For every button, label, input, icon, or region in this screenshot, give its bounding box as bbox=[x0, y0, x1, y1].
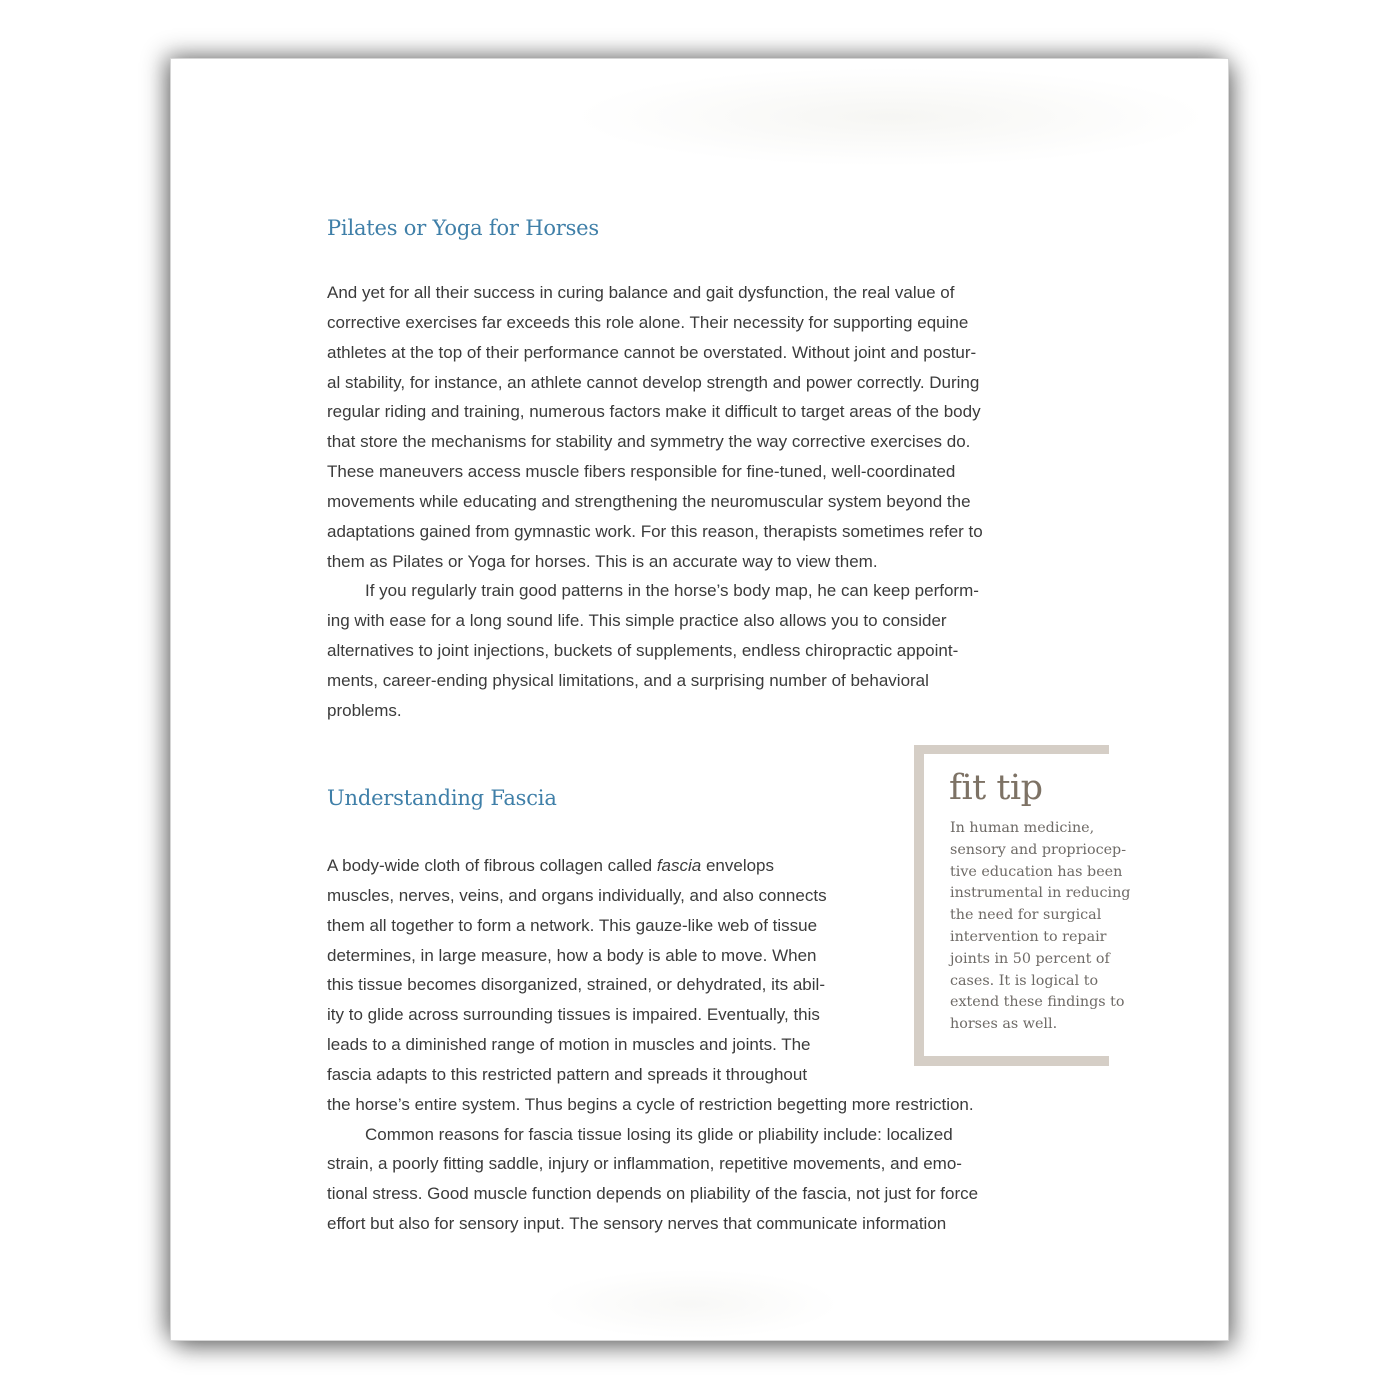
text-line: fascia adapts to this restricted pattern and spreads it throughout bbox=[327, 1064, 808, 1084]
text-line: Common reasons for fascia tissue losing its glide or pliability include: localized bbox=[365, 1124, 953, 1144]
text-line bbox=[327, 851, 774, 881]
text-line: al stability, for instance, an athlete cannot develop strength and power correctly. During bbox=[327, 372, 980, 392]
text-line: effort but also for sensory input. The sensory nerves that communicate information bbox=[327, 1214, 947, 1234]
text-line: corrective exercises far exceeds this role alone. Their necessity for supporting equine bbox=[327, 312, 969, 332]
text-line: athletes at the top of their performance cannot be overstated. Without joint and postur- bbox=[327, 342, 977, 362]
text-line: leads to a diminished range of motion in muscles and joints. The bbox=[327, 1035, 811, 1055]
italic-term: fascia bbox=[656, 856, 702, 875]
scan-smudge bbox=[571, 67, 1211, 167]
tip-line: In human medicine, bbox=[950, 820, 1095, 836]
tip-line: the need for surgical bbox=[950, 907, 1102, 924]
text-line: ity to glide across surrounding tissues is impaired. Eventually, this bbox=[327, 1005, 820, 1025]
text-line: strain, a poorly fitting saddle, injury or inflammation, repetitive movements, and emo- bbox=[327, 1154, 962, 1174]
text-line: muscles, nerves, veins, and organs individually, and also connects bbox=[327, 885, 827, 905]
text-line: determines, in large measure, how a body is able to move. When bbox=[327, 945, 817, 965]
tip-line: extend these findings to bbox=[950, 994, 1125, 1011]
tip-line: sensory and propriocep- bbox=[950, 841, 1127, 858]
text-line: problems. bbox=[327, 700, 402, 720]
tip-line: intervention to repair bbox=[950, 928, 1107, 945]
text-line: alternatives to joint injections, buckets of supplements, endless chiropractic appoint- bbox=[327, 641, 959, 661]
tip-line: joints in 50 percent of bbox=[950, 950, 1110, 967]
text-line: tional stress. Good muscle function depends on pliability of the fascia, not just for force bbox=[327, 1184, 979, 1204]
text-line: And yet for all their success in curing balance and gait dysfunction, the real value of bbox=[327, 283, 955, 302]
text-line: movements while educating and strengthening the neuromuscular system beyond the bbox=[327, 491, 971, 511]
text-line: them as Pilates or Yoga for horses. This is an accurate way to view them. bbox=[327, 551, 878, 571]
text-run: envelops bbox=[701, 856, 775, 875]
text-line: These maneuvers access muscle fibers responsible for fine-tuned, well-coordinated bbox=[327, 462, 956, 482]
text-line: adaptations gained from gymnastic work. For this reason, therapists sometimes refer to bbox=[327, 521, 983, 541]
text-line: the horse’s entire system. Thus begins a cycle of restriction begetting more restriction. bbox=[327, 1094, 974, 1114]
tip-line: instrumental in reducing bbox=[950, 885, 1131, 902]
tip-line: cases. It is logical to bbox=[950, 972, 1099, 989]
text-line: regular riding and training, numerous factors make it difficult to target areas of the body bbox=[327, 402, 981, 422]
text-line: If you regularly train good patterns in the horse’s body map, he can keep perform- bbox=[365, 581, 979, 601]
book-page bbox=[171, 59, 1228, 1340]
text-line: them all together to form a network. This gauze-like web of tissue bbox=[327, 915, 818, 935]
section-heading-pilates: Pilates or Yoga for Horses bbox=[327, 216, 599, 240]
fit-tip-title: fit tip bbox=[949, 768, 1043, 808]
text-run: A body-wide cloth of fibrous collagen called bbox=[327, 856, 657, 875]
section1-paragraph1 bbox=[327, 278, 983, 726]
scan-smudge bbox=[541, 1269, 841, 1339]
fit-tip-text bbox=[950, 818, 1130, 1036]
text-line: ing with ease for a long sound life. This simple practice also allows you to consider bbox=[327, 611, 947, 631]
text-line: ments, career-ending physical limitations, and a surprising number of behavioral bbox=[327, 670, 929, 690]
text-line: that store the mechanisms for stability and symmetry the way corrective exercises do. bbox=[327, 432, 971, 452]
section2-paragraph1 bbox=[327, 851, 978, 1239]
text-line: this tissue becomes disorganized, strained, or dehydrated, its abil- bbox=[327, 975, 825, 995]
section-heading-fascia: Understanding Fascia bbox=[327, 786, 557, 810]
tip-line: tive education has been bbox=[950, 863, 1123, 880]
tip-line: horses as well. bbox=[950, 1016, 1058, 1033]
